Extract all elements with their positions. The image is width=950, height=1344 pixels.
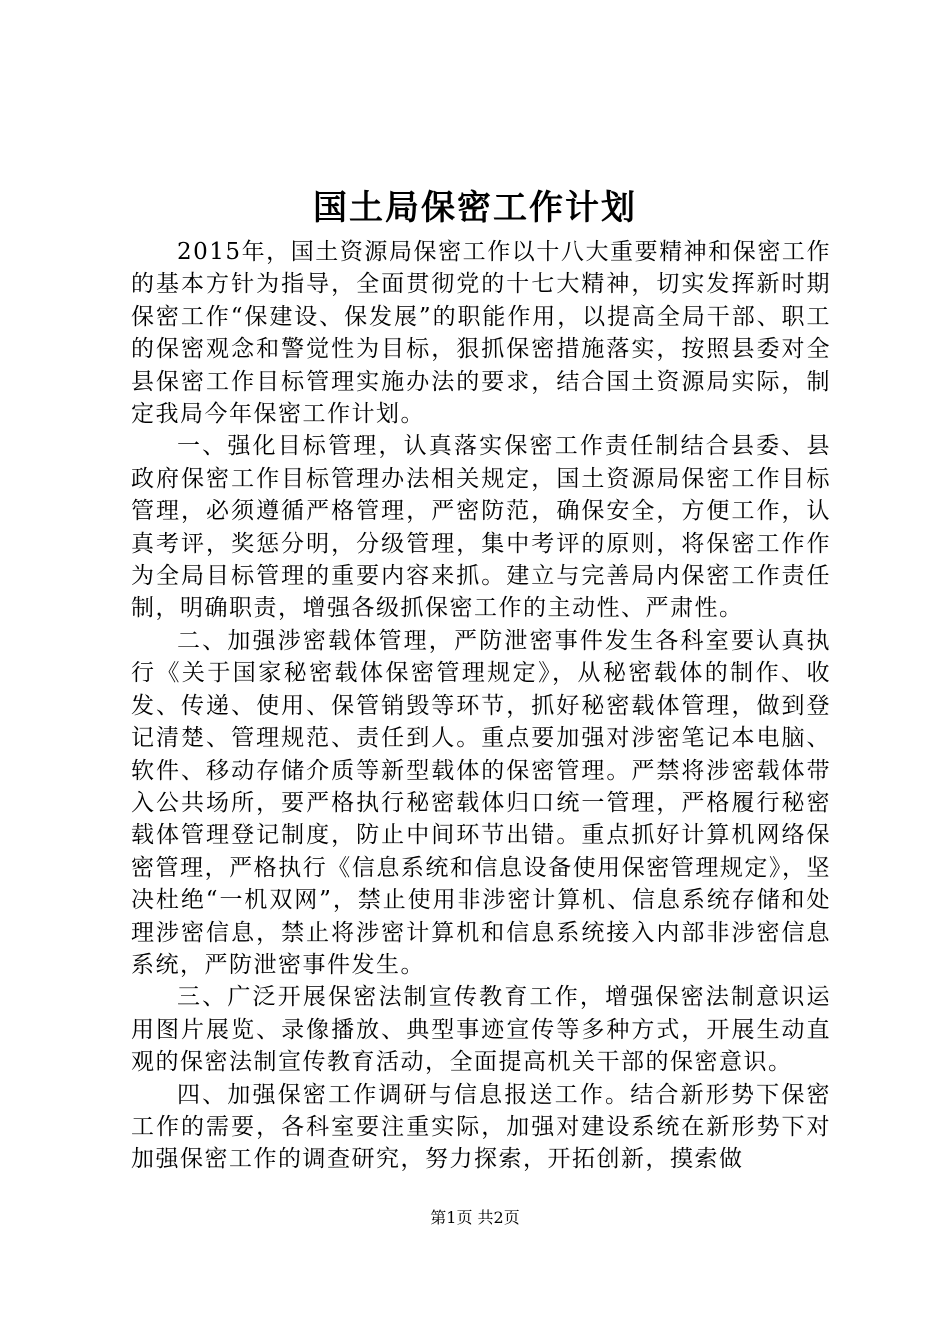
paragraph-section-2: 二、加强涉密载体管理，严防泄密事件发生各科室要认真执行《关于国家秘密载体保密管理规定》，从秘密载体的制作、收发、传递、使用、保管销毁等环节，抓好秘密载体管理，做到登记清楚、管理规范、责任到人。重点要加强对涉密笔记本电脑、软件、移动存储介质等新型载体的保密管理。严禁将涉密载体带入公共场所，要严格执行秘密载体归口统一管理，严格履行秘密载体管理登记制度，防止中间环节出错。重点抓好计算机网络保密管理，严格执行《信息系统和信息设备使用保密管理规定》，坚决杜绝“一机双网”，禁止使用非涉密计算机、信息系统存储和处理涉密信息，禁止将涉密计算机和信息系统接入内部非涉密信息系统，严防泄密事件发生。 [131,627,831,978]
paragraph-section-3: 三、广泛开展保密法制宣传教育工作，增强保密法制意识运用图片展览、录像播放、典型事迹宣传等多种方式，开展生动直观的保密法制宣传教育活动，全面提高机关干部的保密意识。 [131,984,831,1076]
document-body [131,236,831,1176]
paragraph-intro: 2015年，国土资源局保密工作以十八大重要精神和保密工作的基本方针为指导，全面贯彻党的十七大精神，切实发挥新时期保密工作“保建设、保发展”的职能作用，以提高全局干部、职工的保密观念和警觉性为目标，狠抓保密措施落实，按照县委对全县保密工作目标管理实施办法的要求，结合国土资源局实际，制定我局今年保密工作计划。 [131,239,831,428]
page-number-footer: 第1页 共2页 [430,1208,520,1227]
document-title: 国土局保密工作计划 [313,188,637,228]
paragraph-section-4: 四、加强保密工作调研与信息报送工作。结合新形势下保密工作的需要，各科室要注重实际，加强对建设系统在新形势下对加强保密工作的调查研究，努力探索，开拓创新，摸索做 [131,1081,831,1173]
paragraph-section-1: 一、强化目标管理，认真落实保密工作责任制结合县委、县政府保密工作目标管理办法相关规定，国土资源局保密工作目标管理，必须遵循严格管理，严密防范，确保安全，方便工作，认真考评，奖惩分明，分级管理，集中考评的原则，将保密工作作为全局目标管理的重要内容来抓。建立与完善局内保密工作责任制，明确职责，增强各级抓保密工作的主动性、严肃性。 [131,433,831,622]
